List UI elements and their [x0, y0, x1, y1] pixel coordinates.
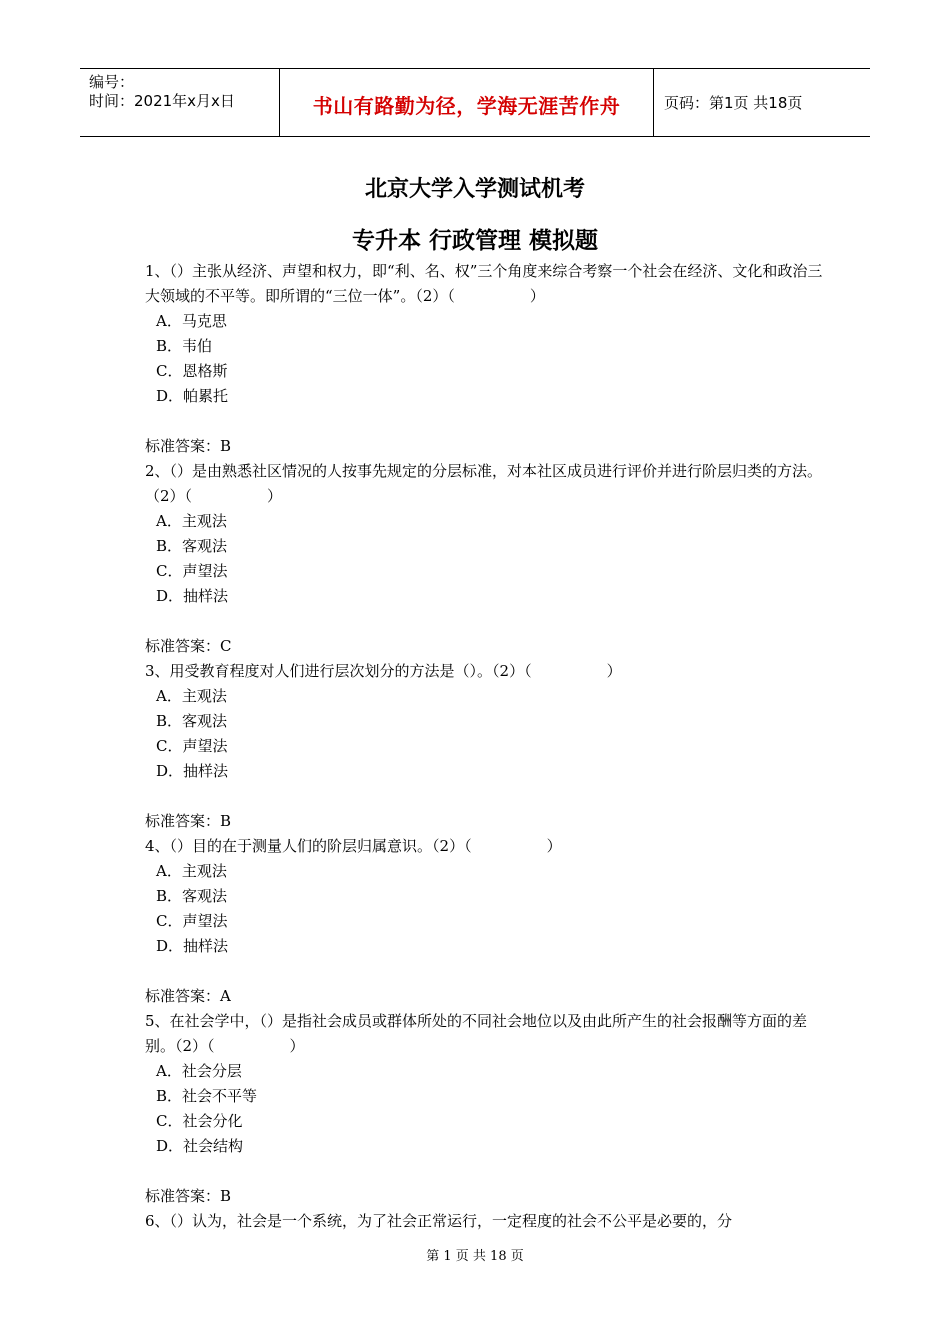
question-list [145, 259, 825, 1234]
question-6 [145, 1209, 825, 1234]
time-label: 时间：2021年x月x日 [89, 92, 235, 110]
option-c: C．社会分化 [156, 1112, 243, 1130]
option-d: D．帕累托 [156, 387, 229, 405]
option-c: C．恩格斯 [156, 362, 228, 380]
standard-answer: 标准答案：C [145, 637, 232, 655]
option-a: A．马克思 [156, 312, 227, 330]
question-text: 6、（）认为，社会是一个系统，为了社会正常运行，一定程度的社会不公平是必要的，分 [145, 1212, 733, 1230]
question-5 [145, 1009, 825, 1209]
option-a: A．社会分层 [156, 1062, 242, 1080]
question-text: 2、（）是由熟悉社区情况的人按事先规定的分层标准，对本社区成员进行评价并进行阶层归类的方法。（2）（ ） [145, 462, 823, 505]
option-d: D．抽样法 [156, 937, 229, 955]
option-c: C．声望法 [156, 562, 228, 580]
standard-answer: 标准答案：B [145, 1187, 232, 1205]
question-text: 3、用受教育程度对人们进行层次划分的方法是（）。（2）（ ） [145, 662, 622, 680]
option-b: B．客观法 [156, 712, 228, 730]
option-b: B．客观法 [156, 537, 228, 555]
question-text: 4、（）目的在于测量人们的阶层归属意识。（2）（ ） [145, 837, 562, 855]
document-title: 北京大学入学测试机考 [364, 176, 585, 202]
option-d: D．抽样法 [156, 762, 229, 780]
header-motto: 书山有路勤为径，学海无涯苦作舟 [312, 94, 621, 118]
standard-answer: 标准答案：B [145, 812, 232, 830]
option-a: A．主观法 [156, 687, 227, 705]
question-1 [145, 259, 825, 459]
option-d: D．抽样法 [156, 587, 229, 605]
page-header [80, 68, 870, 137]
question-text: 1、（）主张从经济、声望和权力，即“利、名、权”三个角度来综合考察一个社会在经济、文化和政治三大领域的不平等。即所谓的“三位一体”。（2）（ ） [145, 262, 823, 305]
question-2 [145, 459, 825, 659]
header-page-info: 页码：第1页 共18页 [664, 94, 803, 112]
standard-answer: 标准答案：B [145, 437, 232, 455]
question-3 [145, 659, 825, 834]
option-a: A．主观法 [156, 512, 227, 530]
option-b: B．韦伯 [156, 337, 213, 355]
option-c: C．声望法 [156, 737, 228, 755]
option-b: B．客观法 [156, 887, 228, 905]
option-c: C．声望法 [156, 912, 228, 930]
option-b: B．社会不平等 [156, 1087, 258, 1105]
header-motto-cell [280, 69, 654, 136]
number-label: 编号： [89, 73, 135, 91]
standard-answer: 标准答案：A [145, 987, 231, 1005]
question-text: 5、在社会学中，（）是指社会成员或群体所处的不同社会地位以及由此所产生的社会报酬等方面的差别。（2）（ ） [145, 1012, 808, 1055]
question-4 [145, 834, 825, 1009]
option-d: D．社会结构 [156, 1137, 244, 1155]
page-footer: 第 1 页 共 18 页 [426, 1249, 524, 1264]
document-subtitle: 专升本 行政管理 模拟题 [351, 227, 598, 254]
header-meta [80, 69, 280, 136]
option-a: A．主观法 [156, 862, 227, 880]
